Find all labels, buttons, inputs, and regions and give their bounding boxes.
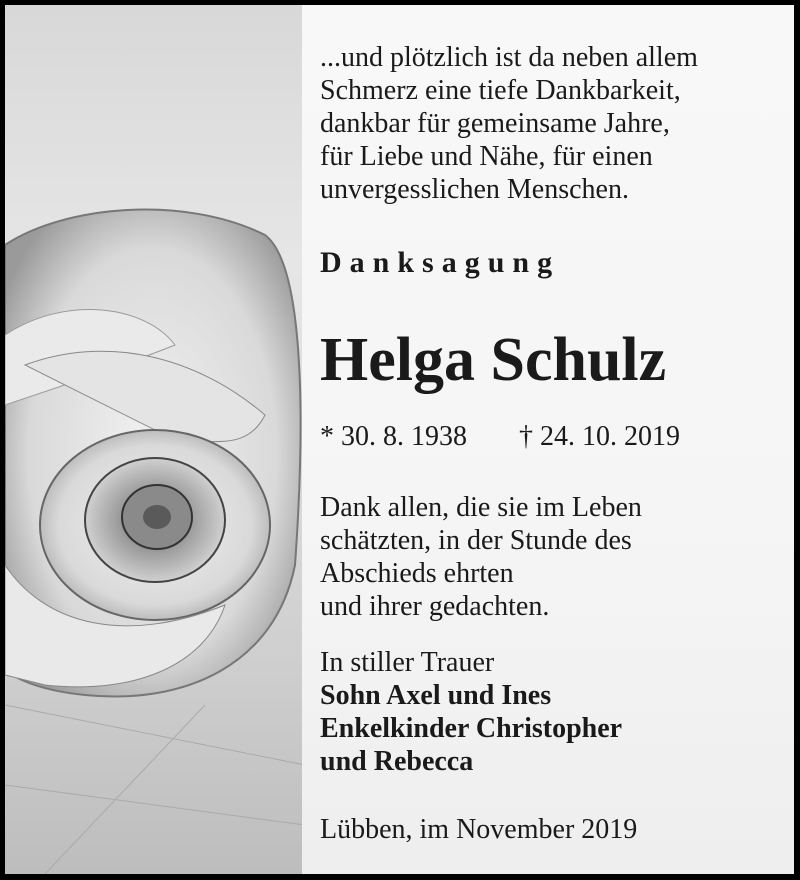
death-date: † 24. 10. 2019 (519, 421, 680, 452)
rose-photo (5, 5, 305, 874)
deceased-name: Helga Schulz (320, 326, 667, 394)
thanks-text (320, 491, 642, 623)
thanks-line: Abschieds ehrten (320, 558, 514, 589)
life-dates (320, 420, 680, 453)
heading: Danksagung (320, 246, 561, 279)
thanks-line: schätzten, in der Stunde des (320, 525, 632, 556)
verse-line: für Liebe und Nähe, für einen (320, 141, 653, 172)
intro-verse (320, 41, 698, 206)
birth-date: * 30. 8. 1938 (320, 421, 467, 452)
verse-line: dankbar für gemeinsame Jahre, (320, 108, 670, 139)
mourning-intro: In stiller Trauer (320, 647, 495, 678)
mourner-line: und Rebecca (320, 746, 474, 777)
verse-line: ...und plötzlich ist da neben allem (320, 42, 698, 73)
mourners-block (320, 646, 622, 778)
place-date: Lübben, im November 2019 (320, 814, 638, 845)
mourner-line: Enkelkinder Christopher (320, 713, 623, 744)
thanks-line: Dank allen, die sie im Leben (320, 492, 642, 523)
verse-line: unvergesslichen Menschen. (320, 174, 629, 205)
mourner-line: Sohn Axel und Ines (320, 680, 552, 711)
thanks-line: und ihrer gedachten. (320, 591, 550, 622)
verse-line: Schmerz eine tiefe Dankbarkeit, (320, 75, 681, 106)
